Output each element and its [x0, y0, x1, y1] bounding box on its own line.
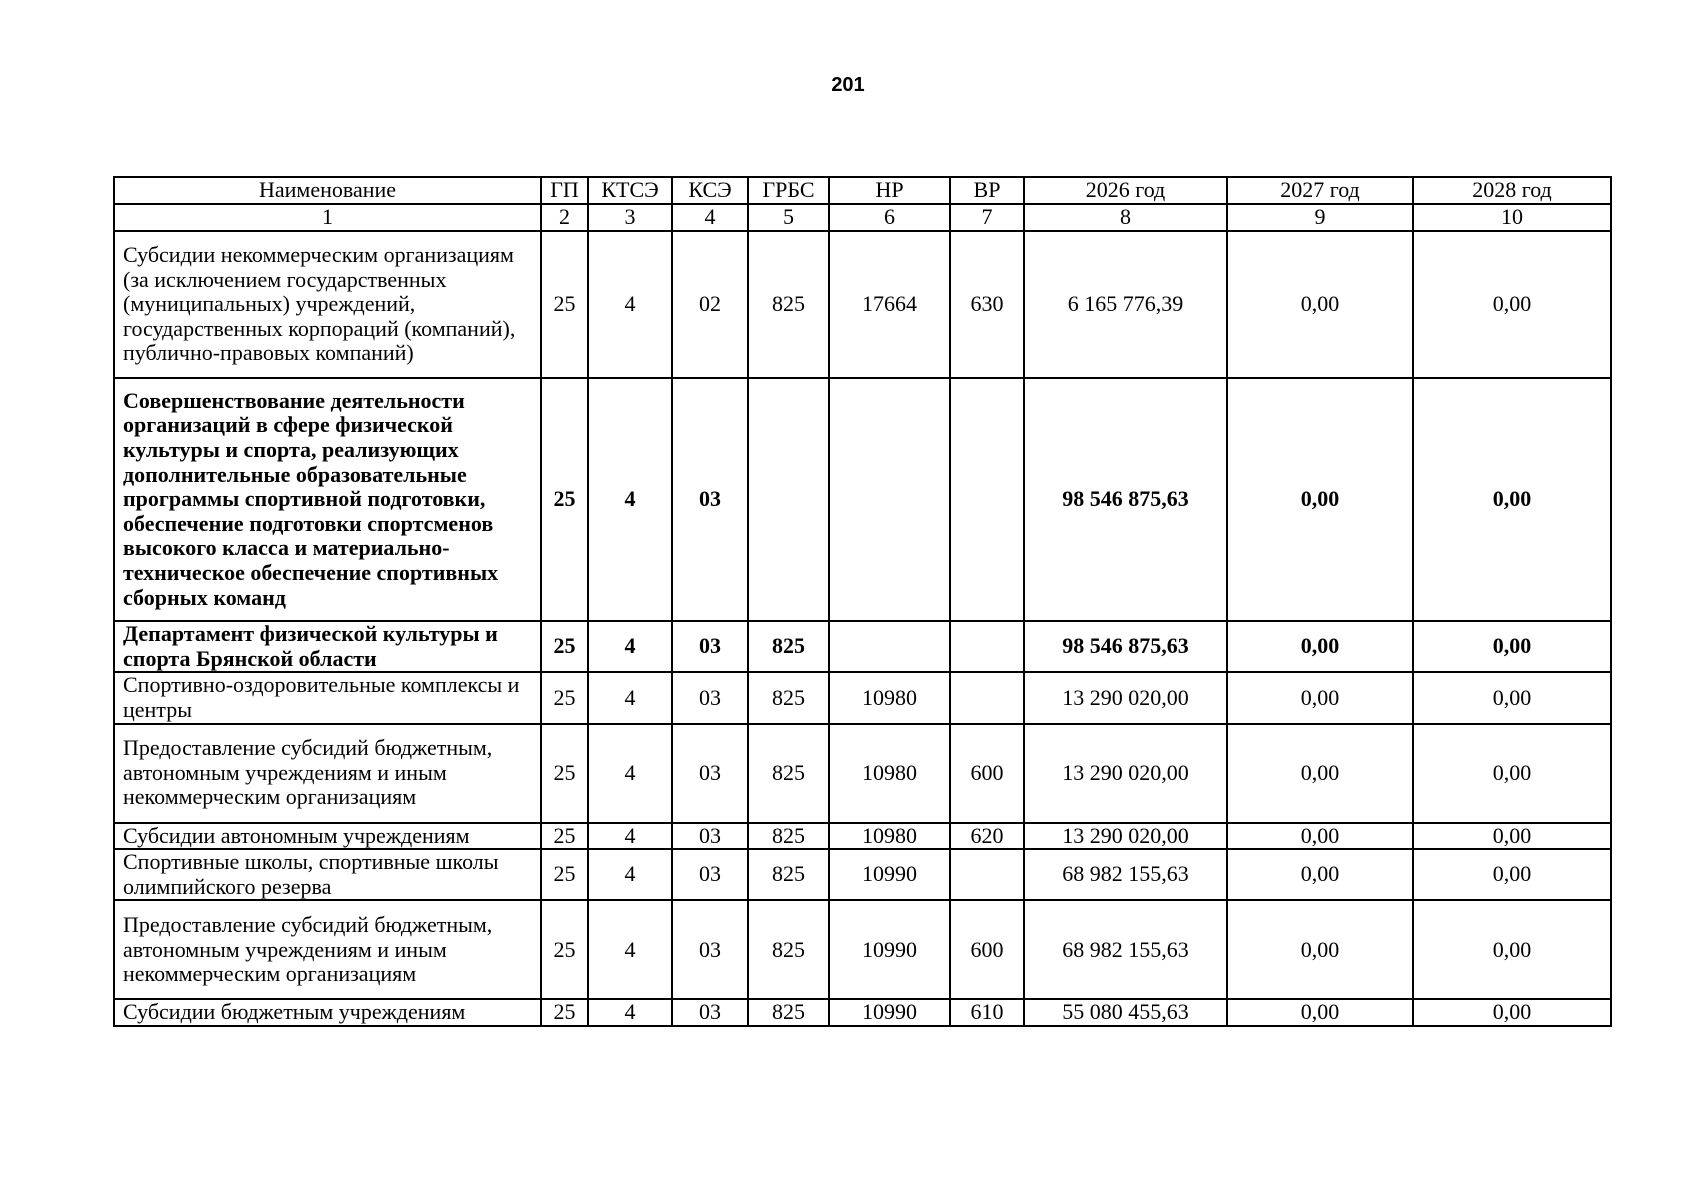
cell-nr: 10990: [829, 849, 950, 900]
header-kse: КСЭ: [672, 177, 748, 204]
cell-2027: 0,00: [1227, 378, 1413, 621]
cell-2028: 0,00: [1413, 900, 1611, 999]
cell-nr: [829, 378, 950, 621]
column-number: 6: [829, 204, 950, 231]
table-row: [114, 999, 1611, 1026]
cell-kse: 03: [672, 672, 748, 723]
cell-vr: 600: [950, 900, 1024, 999]
table-row: [114, 378, 1611, 621]
column-number: 8: [1024, 204, 1227, 231]
header-name: Наименование: [114, 177, 541, 204]
cell-gp: 25: [541, 900, 588, 999]
cell-ktse: 4: [588, 849, 672, 900]
cell-ktse: 4: [588, 378, 672, 621]
header-grbs: ГРБС: [748, 177, 829, 204]
cell-nr: 10980: [829, 823, 950, 850]
column-number: 4: [672, 204, 748, 231]
cell-grbs: [748, 378, 829, 621]
cell-2026: 98 546 875,63: [1024, 378, 1227, 621]
cell-grbs: 825: [748, 823, 829, 850]
cell-gp: 25: [541, 672, 588, 723]
cell-kse: 03: [672, 724, 748, 823]
cell-2026: 13 290 020,00: [1024, 724, 1227, 823]
cell-2027: 0,00: [1227, 231, 1413, 378]
header-nr: НР: [829, 177, 950, 204]
table-row: [114, 900, 1611, 999]
cell-2026: 68 982 155,63: [1024, 900, 1227, 999]
cell-kse: 03: [672, 999, 748, 1026]
cell-name: Предоставление субсидий бюджетным, автономным учреждениям и иным некоммерческим организациям: [114, 900, 541, 999]
cell-gp: 25: [541, 849, 588, 900]
cell-nr: 10990: [829, 999, 950, 1026]
cell-ktse: 4: [588, 823, 672, 850]
page-number: 201: [831, 74, 865, 96]
cell-name: Департамент физической культуры и спорта Брянской области: [114, 621, 541, 672]
cell-grbs: 825: [748, 621, 829, 672]
table-row: [114, 231, 1611, 378]
cell-kse: 03: [672, 823, 748, 850]
cell-2027: 0,00: [1227, 621, 1413, 672]
cell-2027: 0,00: [1227, 849, 1413, 900]
cell-gp: 25: [541, 231, 588, 378]
cell-ktse: 4: [588, 672, 672, 723]
cell-2027: 0,00: [1227, 900, 1413, 999]
cell-ktse: 4: [588, 900, 672, 999]
cell-2028: 0,00: [1413, 823, 1611, 850]
cell-ktse: 4: [588, 999, 672, 1026]
header-2026: 2026 год: [1024, 177, 1227, 204]
cell-vr: 620: [950, 823, 1024, 850]
budget-table: [113, 176, 1612, 1027]
column-number: 7: [950, 204, 1024, 231]
cell-2027: 0,00: [1227, 823, 1413, 850]
cell-2026: 68 982 155,63: [1024, 849, 1227, 900]
cell-kse: 02: [672, 231, 748, 378]
header-vr: ВР: [950, 177, 1024, 204]
cell-nr: 10980: [829, 672, 950, 723]
table-header: [114, 177, 1611, 204]
cell-name: Субсидии некоммерческим организациям (за исключением государственных (муниципальных) учреждений, государственных корпораций (компаний), публично-правовых компаний): [114, 231, 541, 378]
cell-2028: 0,00: [1413, 378, 1611, 621]
table-row: [114, 724, 1611, 823]
cell-nr: [829, 621, 950, 672]
cell-2028: 0,00: [1413, 849, 1611, 900]
cell-grbs: 825: [748, 724, 829, 823]
column-number: 9: [1227, 204, 1413, 231]
cell-gp: 25: [541, 724, 588, 823]
cell-nr: 17664: [829, 231, 950, 378]
cell-vr: [950, 672, 1024, 723]
column-number: 1: [114, 204, 541, 231]
cell-grbs: 825: [748, 999, 829, 1026]
table-row: [114, 672, 1611, 723]
cell-2026: 98 546 875,63: [1024, 621, 1227, 672]
header-2028: 2028 год: [1413, 177, 1611, 204]
column-number-row: [114, 204, 1611, 231]
cell-vr: [950, 849, 1024, 900]
cell-vr: 630: [950, 231, 1024, 378]
cell-grbs: 825: [748, 900, 829, 999]
column-number: 2: [541, 204, 588, 231]
cell-2028: 0,00: [1413, 724, 1611, 823]
cell-ktse: 4: [588, 231, 672, 378]
cell-vr: [950, 621, 1024, 672]
cell-gp: 25: [541, 621, 588, 672]
cell-grbs: 825: [748, 672, 829, 723]
cell-ktse: 4: [588, 724, 672, 823]
table-row: [114, 849, 1611, 900]
cell-grbs: 825: [748, 849, 829, 900]
cell-2026: 55 080 455,63: [1024, 999, 1227, 1026]
column-number: 10: [1413, 204, 1611, 231]
cell-kse: 03: [672, 378, 748, 621]
cell-name: Предоставление субсидий бюджетным, автономным учреждениям и иным некоммерческим организациям: [114, 724, 541, 823]
cell-name: Совершенствование деятельности организаций в сфере физической культуры и спорта, реализующих дополнительные образовательные программы спортивной подготовки, обеспечение подготовки спортсменов высокого класса и материально-техническое обеспечение спортивных сборных команд: [114, 378, 541, 621]
cell-2028: 0,00: [1413, 621, 1611, 672]
cell-2027: 0,00: [1227, 724, 1413, 823]
header-gp: ГП: [541, 177, 588, 204]
cell-2027: 0,00: [1227, 999, 1413, 1026]
cell-vr: [950, 378, 1024, 621]
cell-name: Субсидии автономным учреждениям: [114, 823, 541, 850]
cell-kse: 03: [672, 900, 748, 999]
header-row: [114, 177, 1611, 204]
cell-gp: 25: [541, 999, 588, 1026]
cell-name: Спортивно-оздоровительные комплексы и центры: [114, 672, 541, 723]
cell-gp: 25: [541, 823, 588, 850]
table-body: [114, 231, 1611, 1026]
cell-2027: 0,00: [1227, 672, 1413, 723]
cell-nr: 10990: [829, 900, 950, 999]
column-number: 3: [588, 204, 672, 231]
table-row: [114, 621, 1611, 672]
cell-kse: 03: [672, 621, 748, 672]
cell-2028: 0,00: [1413, 672, 1611, 723]
cell-nr: 10980: [829, 724, 950, 823]
cell-vr: 600: [950, 724, 1024, 823]
cell-ktse: 4: [588, 621, 672, 672]
header-ktse: КТСЭ: [588, 177, 672, 204]
cell-gp: 25: [541, 378, 588, 621]
cell-2026: 13 290 020,00: [1024, 672, 1227, 723]
cell-2028: 0,00: [1413, 999, 1611, 1026]
cell-grbs: 825: [748, 231, 829, 378]
cell-name: Субсидии бюджетным учреждениям: [114, 999, 541, 1026]
cell-kse: 03: [672, 849, 748, 900]
table-row: [114, 823, 1611, 850]
header-2027: 2027 год: [1227, 177, 1413, 204]
cell-name: Спортивные школы, спортивные школы олимпийского резерва: [114, 849, 541, 900]
cell-2026: 13 290 020,00: [1024, 823, 1227, 850]
cell-vr: 610: [950, 999, 1024, 1026]
column-number: 5: [748, 204, 829, 231]
cell-2028: 0,00: [1413, 231, 1611, 378]
cell-2026: 6 165 776,39: [1024, 231, 1227, 378]
